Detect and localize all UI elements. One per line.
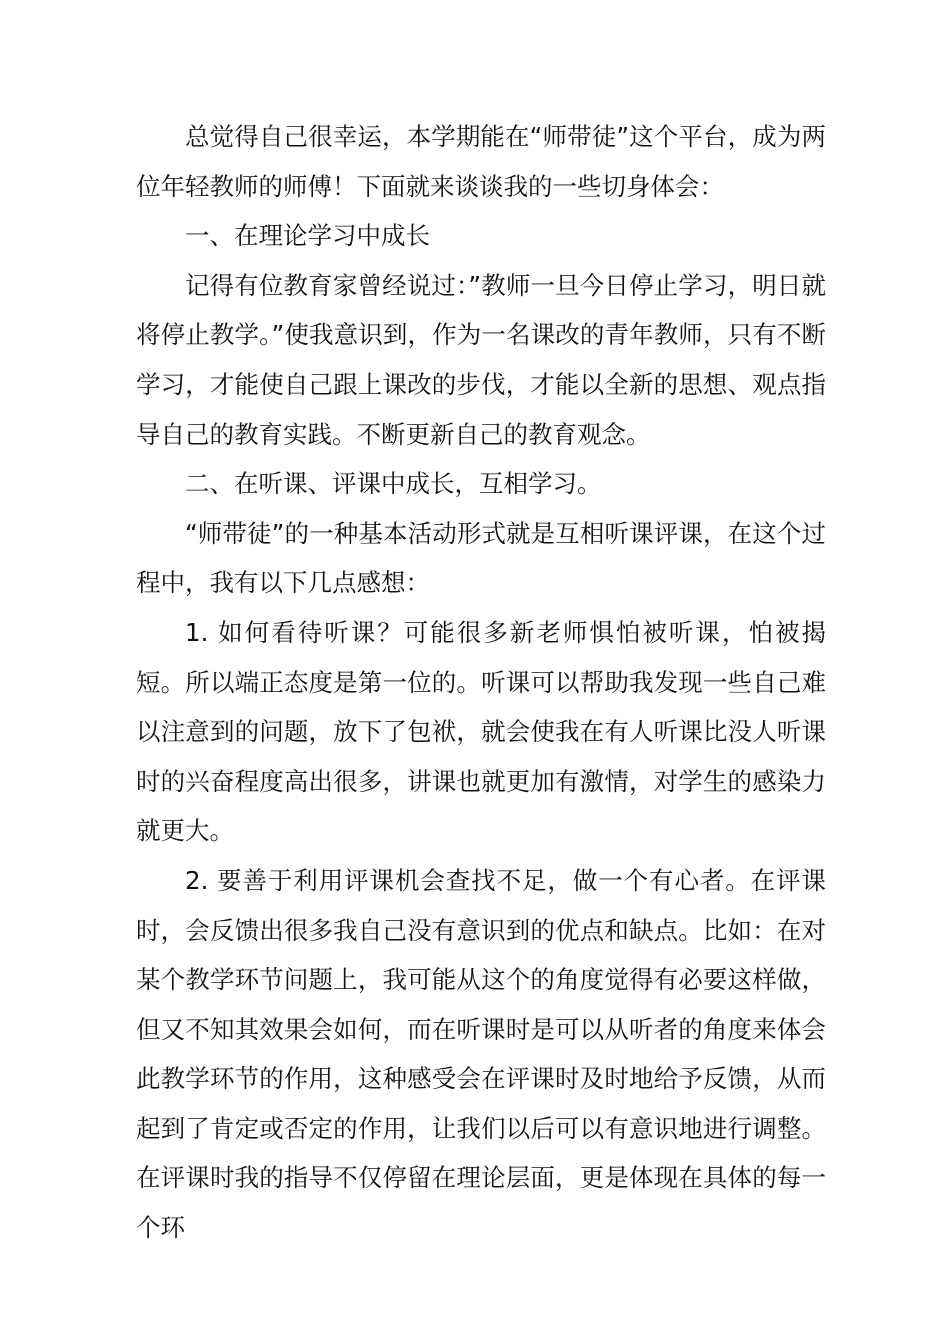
section-heading-lessons: 二、在听课、评课中成长，互相学习。 [185, 469, 602, 499]
document-body [136, 112, 826, 1253]
point-2-paragraph: 2. 要善于利用评课机会查找不足，做一个有心者。在评课时，会反馈出很多我自己没有意识到的优点和缺点。比如：在对某个教学环节问题上，我可能从这个的角度觉得有必要这样做，但又不知其效果会如何，而在听课时是可以从听者的角度来体会此教学环节的作用，这种感受会在评课时及时地给予反馈，从而起到了肯定或否定的作用，让我们以后可以有意识地进行调整。在评课时我的指导不仅停留在理论层面，更是体现在具体的每一个环 [136, 865, 826, 1243]
section-heading-theory: 一、在理论学习中成长 [185, 221, 430, 251]
lessons-intro-paragraph: “师带徒”的一种基本活动形式就是互相听课评课，在这个过程中，我有以下几点感想： [136, 518, 826, 598]
intro-paragraph: 总觉得自己很幸运，本学期能在“师带徒”这个平台，成为两位年轻教师的师傅！下面就来谈谈我的一些切身体会： [136, 122, 826, 201]
theory-paragraph: 记得有位教育家曾经说过：”教师一旦今日停止学习，明日就将停止教学。”使我意识到，作为一名课改的青年教师，只有不断学习，才能使自己跟上课改的步伐，才能以全新的思想、观点指导自己的教育实践。不断更新自己的教育观念。 [136, 270, 826, 449]
point-1-paragraph: 1. 如何看待听课？可能很多新老师惧怕被听课，怕被揭短。所以端正态度是第一位的。听课可以帮助我发现一些自己难以注意到的问题，放下了包袱，就会使我在有人听课比没人听课时的兴奋程度高出很多，讲课也就更加有激情，对学生的感染力就更大。 [136, 617, 826, 846]
